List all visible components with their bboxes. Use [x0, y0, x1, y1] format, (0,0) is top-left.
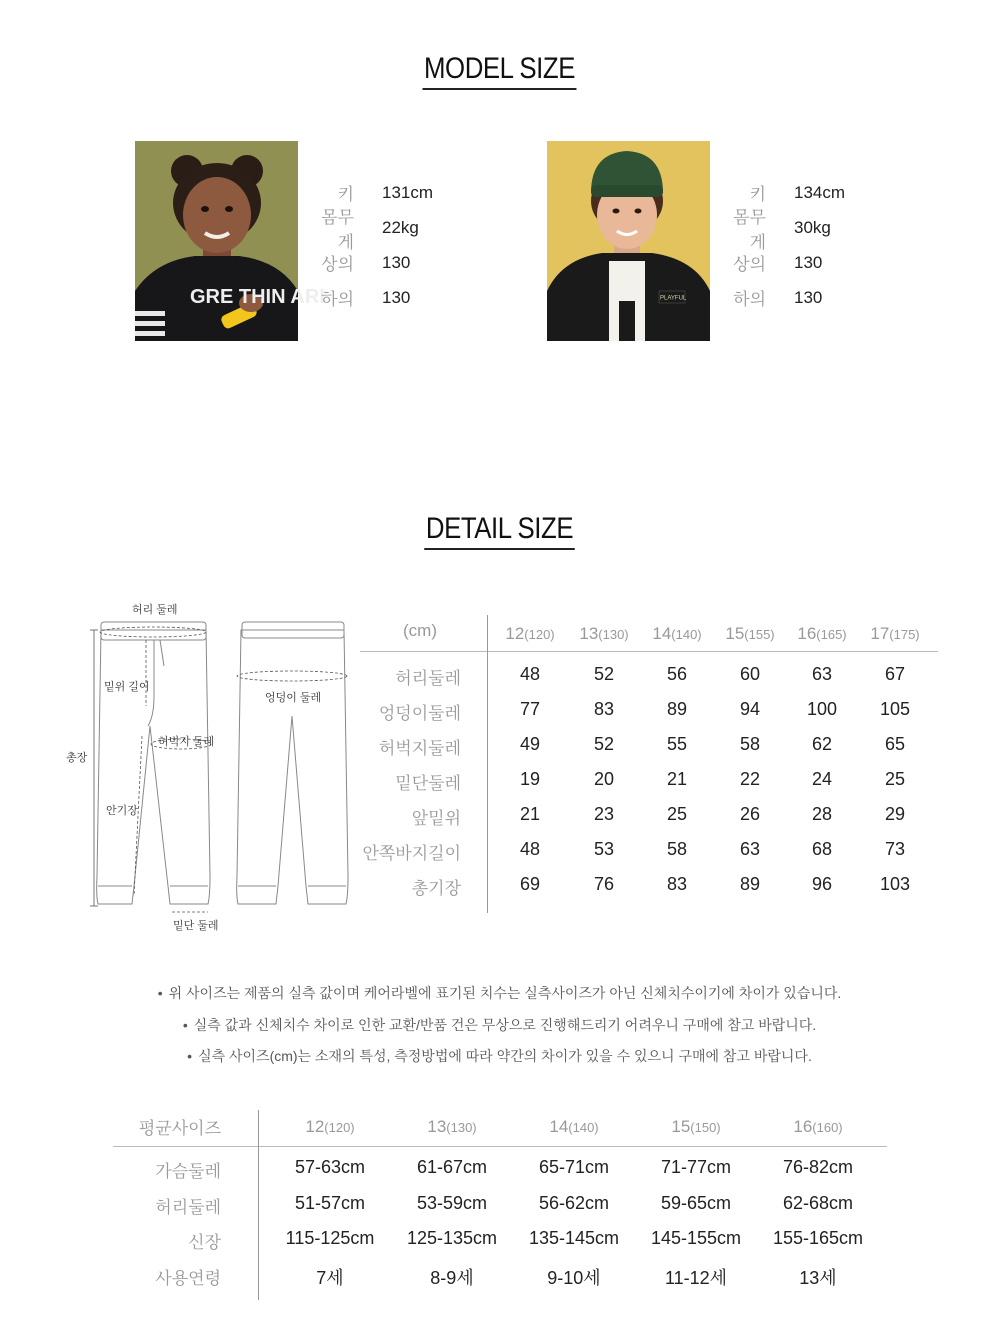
- table-cell: 48: [519, 664, 541, 684]
- size-main: 14: [652, 624, 672, 643]
- detail-size-title: DETAIL SIZE: [70, 512, 929, 550]
- table-cell: 9-10세: [547, 1267, 601, 1288]
- table-cell: 68: [811, 839, 833, 859]
- size-sub: (130): [598, 627, 629, 642]
- size-main: 12: [505, 624, 525, 643]
- note-3: • 실측 사이즈(cm)는 소재의 특성, 측정방법에 따라 약간의 차이가 있을 수 있으니 구매에 참고 바랍니다.: [187, 1048, 812, 1064]
- table-cell: 29: [884, 804, 906, 824]
- table-cell: 23: [593, 804, 615, 824]
- size-main: 13: [579, 624, 599, 643]
- table-cell: 24: [811, 769, 833, 789]
- row-label: 허리둘레: [395, 669, 461, 688]
- size-sub: (150): [690, 1120, 721, 1135]
- size-column-header: [568, 624, 640, 644]
- size-main: 14: [549, 1117, 569, 1136]
- row-label: 허리둘레: [155, 1197, 221, 1217]
- table-cell: 105: [879, 699, 911, 719]
- info-value: 130: [794, 252, 823, 272]
- size-column-header: [635, 1117, 757, 1137]
- table-cell: 135-145cm: [528, 1228, 620, 1248]
- table-cell: 62-68cm: [782, 1192, 854, 1213]
- row-label: 허벅지둘레: [378, 739, 461, 758]
- size-sub: (140): [671, 627, 702, 642]
- table-cell: 19: [519, 769, 541, 789]
- table-cell: 52: [593, 664, 615, 684]
- inseam-label: 안기장: [106, 805, 138, 817]
- size-sub: (175): [889, 627, 920, 642]
- info-row-weight: [305, 207, 485, 252]
- girl-model-info: [305, 175, 485, 315]
- size-sub: (140): [568, 1120, 599, 1135]
- waist-label: 허리 둘레: [132, 604, 178, 616]
- size-column-header: [641, 624, 713, 644]
- table-cell: 100: [806, 699, 838, 719]
- table-cell: 69: [519, 874, 541, 894]
- row-label: 밑단둘레: [395, 774, 461, 793]
- info-row-top: [717, 245, 897, 280]
- table-cell: 89: [739, 874, 761, 894]
- size-column-header: [757, 1117, 879, 1137]
- table-cell: 26: [739, 804, 761, 824]
- hem-label: 밑단 둘레: [173, 920, 219, 932]
- info-label: 몸무게: [733, 207, 766, 252]
- info-row-top: [305, 245, 485, 280]
- row-label: 안쪽바지길이: [362, 844, 461, 863]
- table-cell: 155-165cm: [772, 1228, 864, 1248]
- table-cell: 22: [739, 769, 761, 789]
- size-main: 13: [427, 1117, 447, 1136]
- table-cell: 28: [811, 804, 833, 824]
- info-row-bottom: [717, 280, 897, 315]
- pants-measurement-diagram: [60, 596, 360, 936]
- boy-model-info: [717, 175, 897, 315]
- row-label: 가슴둘레: [155, 1162, 221, 1181]
- table-cell: 65-71cm: [538, 1157, 610, 1177]
- info-value: 30kg: [794, 217, 831, 237]
- boy-patch-text: PLAYFUL: [660, 295, 687, 302]
- table-cell: 58: [666, 839, 688, 859]
- info-value: 130: [794, 287, 823, 307]
- info-value: 131cm: [382, 182, 434, 202]
- table-cell: 83: [666, 874, 688, 894]
- table-cell: 77: [519, 699, 541, 719]
- size-column-header: [786, 624, 858, 644]
- table-cell: 76-82cm: [782, 1157, 854, 1177]
- girl-model-photo: [135, 141, 325, 341]
- info-row-weight: [717, 207, 897, 252]
- size-main: 16: [793, 1117, 813, 1136]
- row-label: 신장: [188, 1233, 221, 1252]
- info-value: 130: [382, 287, 411, 307]
- note-2: • 실측 값과 신체치수 차이로 인한 교환/반품 건은 무상으로 진행해드리기 어려우니 구매에 참고 바랍니다.: [182, 1017, 817, 1033]
- girl-shirt-text: GRE THIN ARI: [190, 286, 325, 308]
- info-value: 130: [382, 252, 411, 272]
- size-sub: (155): [744, 627, 775, 642]
- row-label: 앞밑위: [411, 809, 461, 828]
- info-value: 22kg: [382, 217, 419, 237]
- table-cell: 125-135cm: [406, 1228, 498, 1248]
- info-label: 하의: [321, 290, 354, 309]
- rise-label: 밑위 길이: [104, 681, 150, 693]
- boy-model-photo: [547, 141, 710, 341]
- size-main: 15: [671, 1117, 691, 1136]
- table-cell: 48: [519, 839, 541, 859]
- table-cell: 76: [593, 874, 615, 894]
- table-cell: 25: [666, 804, 688, 824]
- table-cell: 60: [739, 664, 761, 684]
- size-main: 17: [870, 624, 890, 643]
- hip-label: 엉덩이 둘레: [265, 692, 322, 704]
- table-cell: 11-12세: [664, 1267, 728, 1288]
- size-main: 12: [305, 1117, 325, 1136]
- table-cell: 67: [884, 664, 906, 684]
- table-divider: [487, 615, 488, 913]
- table-cell: 83: [593, 699, 615, 719]
- table-cell: 71-77cm: [660, 1157, 732, 1177]
- table-cell: 56-62cm: [538, 1192, 610, 1213]
- table-cell: 103: [879, 874, 911, 894]
- table-cell: 21: [519, 804, 541, 824]
- table-cell: 63: [739, 839, 761, 859]
- table-cell: 63: [811, 664, 833, 684]
- table-cell: 7세: [316, 1267, 344, 1288]
- model-size-title: MODEL SIZE: [70, 52, 929, 90]
- table-cell: 53: [593, 839, 615, 859]
- size-column-header: [269, 1117, 391, 1137]
- table-cell: 57-63cm: [294, 1157, 366, 1177]
- table-cell: 73: [884, 839, 906, 859]
- size-sub: (130): [446, 1120, 477, 1135]
- table-header-line: [113, 1146, 887, 1147]
- table-cell: 59-65cm: [660, 1192, 732, 1213]
- table-cell: 56: [666, 664, 688, 684]
- size-sub: (165): [816, 627, 847, 642]
- info-row-bottom: [305, 280, 485, 315]
- table-cell: 20: [593, 769, 615, 789]
- table-divider: [258, 1110, 259, 1300]
- table-cell: 13세: [799, 1267, 837, 1288]
- size-column-header: [494, 624, 566, 644]
- table-cell: 53-59cm: [416, 1192, 488, 1213]
- info-label: 상의: [321, 255, 354, 274]
- info-label: 몸무게: [321, 207, 354, 252]
- table-cell: 61-67cm: [416, 1157, 488, 1177]
- size-sub: (120): [524, 627, 555, 642]
- table-cell: 96: [811, 874, 833, 894]
- size-column-header: [513, 1117, 635, 1137]
- size-column-header: [714, 624, 786, 644]
- info-value: 134cm: [794, 182, 846, 202]
- unit-label: (cm): [403, 621, 437, 640]
- table-cell: 65: [884, 734, 906, 754]
- table-cell: 8-9세: [430, 1267, 474, 1288]
- row-label: 엉덩이둘레: [378, 704, 461, 723]
- thigh-label: 허벅지 둘레: [158, 736, 215, 748]
- table-cell: 52: [593, 734, 615, 754]
- info-label: 하의: [733, 290, 766, 309]
- table-cell: 25: [884, 769, 906, 789]
- total-length-label: 총장: [66, 752, 88, 764]
- info-label: 키: [337, 185, 354, 204]
- info-label: 상의: [733, 255, 766, 274]
- table-cell: 115-125cm: [285, 1228, 375, 1248]
- note-1: • 위 사이즈는 제품의 실측 값이며 케어라벨에 표기된 치수는 실측사이즈가 아닌 신체치수이기에 차이가 있습니다.: [157, 985, 842, 1001]
- size-main: 15: [725, 624, 745, 643]
- row-label: 총기장: [411, 879, 461, 898]
- table-cell: 49: [519, 734, 541, 754]
- info-label: 키: [749, 185, 766, 204]
- row-label: 사용연령: [155, 1268, 221, 1288]
- size-sub: (160): [812, 1120, 843, 1135]
- table-cell: 21: [666, 769, 688, 789]
- average-size-header: 평균사이즈: [138, 1119, 221, 1138]
- table-cell: 55: [666, 734, 688, 754]
- average-size-table: [113, 1110, 887, 1300]
- table-cell: 94: [739, 699, 761, 719]
- table-cell: 89: [666, 699, 688, 719]
- size-main: 16: [797, 624, 817, 643]
- size-column-header: [391, 1117, 513, 1137]
- size-column-header: [859, 624, 931, 644]
- table-cell: 58: [739, 734, 761, 754]
- table-cell: 51-57cm: [294, 1192, 366, 1213]
- size-sub: (120): [324, 1120, 355, 1135]
- table-cell: 62: [811, 734, 833, 754]
- table-cell: 145-155cm: [650, 1228, 742, 1248]
